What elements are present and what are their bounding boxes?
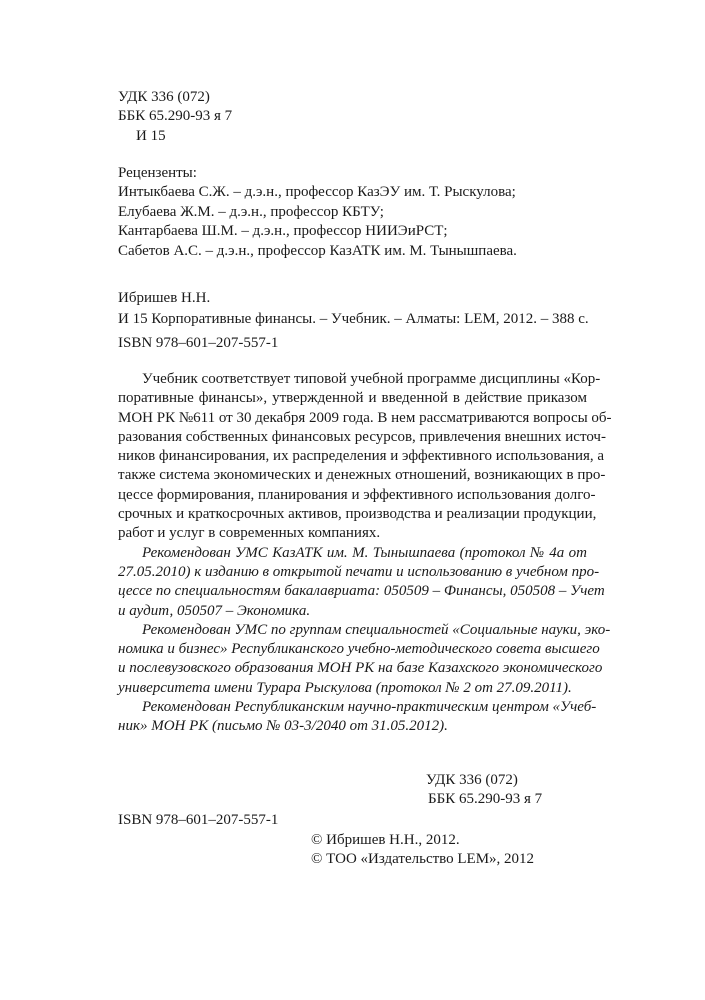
reviewers-heading: Рецензенты:: [118, 165, 197, 181]
udk-code: УДК 336 (072): [118, 89, 210, 105]
bibliography-block: [118, 288, 589, 330]
recommendation-line: и аудит, 050507 – Экономика.: [118, 602, 311, 619]
recommendation-line: ник» МОН РК (письмо № 03-3/2040 от 31.05.2012).: [118, 718, 448, 735]
annotation-line: срочных и краткосрочных активов, производства и реализации продукции,: [118, 506, 597, 523]
bibliographic-entry: И 15 Корпоративные финансы. – Учебник. – Алматы: LEM, 2012. – 388 с.: [118, 311, 589, 327]
copyright-block: [311, 831, 534, 870]
recommendation-line: Рекомендован УМС КазАТК им. М. Тынышпаева (протокол № 4а от: [142, 544, 587, 561]
recommendation-3: [118, 698, 597, 737]
recommendation-line: Рекомендован Республиканским научно-практическим центром «Учеб-: [142, 699, 597, 716]
footer-bbk: ББК 65.290-93 я 7: [428, 791, 543, 808]
copyright-publisher: © ТОО «Издательство LEM», 2012: [311, 851, 535, 868]
author-name: Ибришев Н.Н.: [118, 290, 211, 306]
reviewer: Интыкбаева С.Ж. – д.э.н., профессор КазЭУ им. Т. Рыскулова;: [118, 184, 516, 201]
reviewers-block: [118, 164, 517, 261]
recommendation-1: [118, 544, 605, 621]
annotation-paragraph: [118, 370, 612, 737]
recommendation-line: и послевузовского образования МОН РК на базе Казахского экономического: [118, 660, 603, 677]
annotation-line: ников финансирования, их распределения и эффективного использования, а: [118, 448, 605, 465]
author-mark: И 15: [136, 127, 166, 144]
annotation-line: также система экономических и денежных отношений, возникающих в про-: [118, 467, 606, 484]
annotation-line: Учебник соответствует типовой учебной программе дисциплины «Кор-: [142, 371, 601, 387]
annotation-line: МОН РК №611 от 30 декабря 2009 года. В нем рассматриваются вопросы об-: [118, 409, 612, 426]
isbn: ISBN 978–601–207-557-1: [118, 335, 279, 351]
recommendation-line: цессе по специальностям бакалавриата: 050509 – Финансы, 050508 – Учет: [118, 583, 605, 600]
recommendation-line: университета имени Турара Рыскулова (протокол № 2 от 27.09.2011).: [118, 679, 572, 696]
reviewer: Елубаева Ж.М. – д.э.н., профессор КБТУ;: [118, 203, 384, 220]
reviewer: Сабетов А.С. – д.э.н., профессор КазАТК им. М. Тынышпаева.: [118, 242, 517, 259]
copyright-author: © Ибришев Н.Н., 2012.: [311, 832, 460, 848]
annotation-line: разования собственных финансовых ресурсов, привлечения внешних источ-: [118, 428, 606, 445]
annotation-line: поративные финансы», утвержденной и введенной в действие приказом: [118, 390, 587, 407]
reviewer: Кантарбаева Ш.М. – д.э.н., профессор НИИЭиРСТ;: [118, 223, 448, 240]
recommendation-line: Рекомендован УМС по группам специальностей «Социальные науки, эко-: [142, 621, 611, 638]
classification-block: [118, 88, 232, 146]
footer-isbn: ISBN 978–601–207-557-1: [118, 812, 279, 828]
annotation-line: цессе формирования, планирования и эффективного использования долго-: [118, 486, 596, 503]
footer-udk: УДК 336 (072): [426, 772, 518, 788]
footer-classification: [426, 771, 542, 810]
recommendation-2: [118, 621, 611, 698]
bbk-code: ББК 65.290-93 я 7: [118, 108, 233, 125]
recommendation-line: номика и бизнес» Республиканского учебно-методического совета высшего: [118, 641, 600, 658]
recommendation-line: 27.05.2010) к изданию в открытой печати и использованию в учебном про-: [118, 563, 600, 580]
annotation-line: работ и услуг в современных компаниях.: [118, 525, 381, 542]
